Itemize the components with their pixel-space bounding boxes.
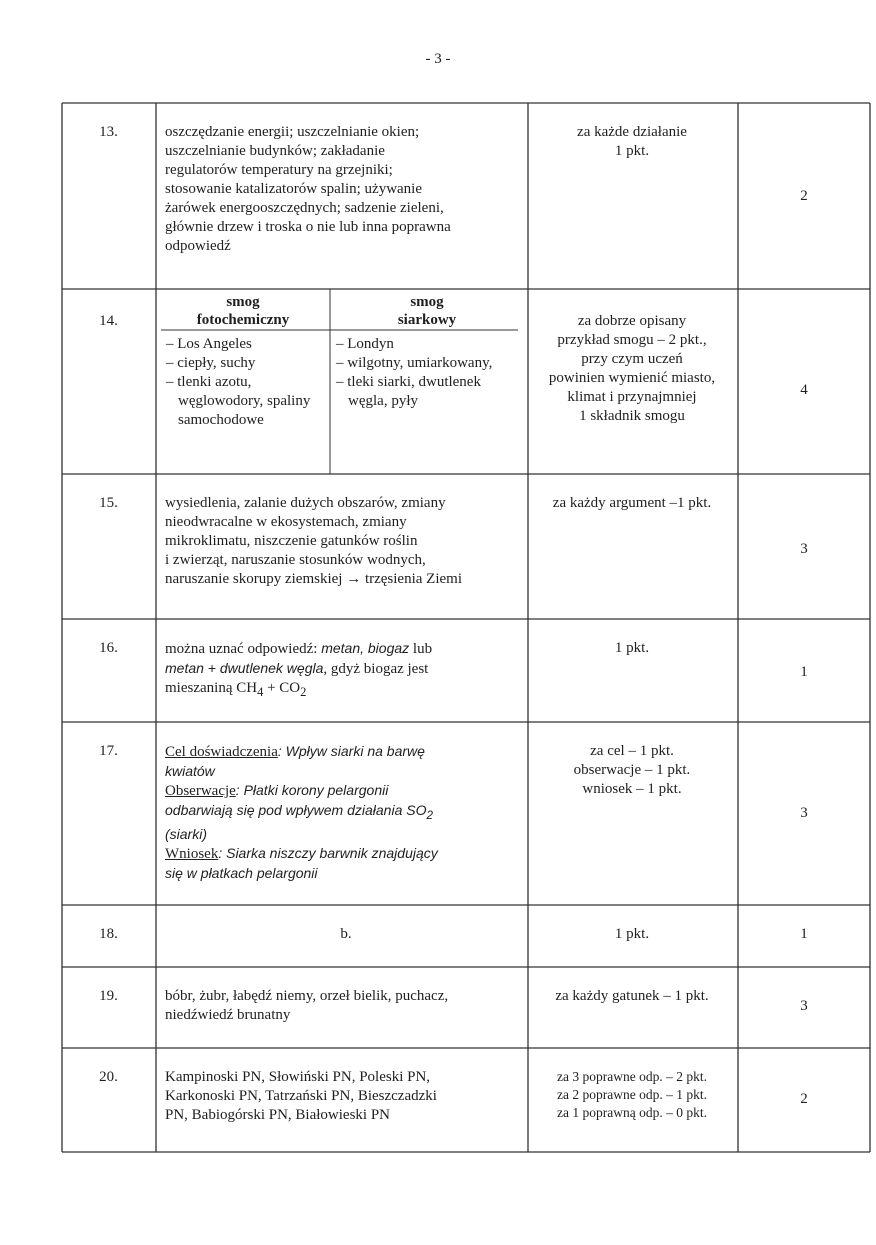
max-points: 2: [800, 188, 808, 204]
smog-head: smog fotochemiczny: [196, 294, 290, 328]
task-number: 17.: [99, 743, 118, 759]
max-points: 3: [800, 541, 808, 557]
scoring-rule: 1 pkt.: [614, 926, 650, 942]
answer-text: Kampinoski PN, Słowiński PN, Poleski PN, Karkonoski PN, Tatrzański PN, Bieszczadzki PN, Babiogórski PN, Białowieski PN: [165, 1069, 437, 1123]
task-number: 20.: [99, 1069, 118, 1085]
scoring-rule: za dobrze opisany przykład smogu – 2 pkt., przy czym uczeń powinien wymienić miasto, klimat i przynajmniej 1 składnik smogu: [548, 313, 716, 424]
table-row: [62, 619, 870, 722]
list-item: – Londyn: [336, 336, 394, 352]
conclusion-label: Wniosek: [165, 845, 219, 862]
max-points: 3: [800, 998, 808, 1014]
list-item: – tleki siarki, dwutlenek węgla, pyły: [336, 374, 481, 409]
task-number: 16.: [99, 640, 118, 656]
experiment-goal-label: Cel doświadczenia: [165, 744, 278, 760]
answer-text: bóbr, żubr, łabędź niemy, orzeł bielik, puchacz, niedźwiedź brunatny: [165, 988, 449, 1023]
answer-text: Cel doświadczenia: Wpływ siarki na barwę kwiatów Obserwacje: Płatki korony pelargonii odbarwiają się pod wpływem działania $SO_2$ (siarki) Wniosek: Siarka niszczy barwnik znajdujący się w płatkach pelargonii: [165, 743, 438, 881]
scoring-rule: za każdy gatunek – 1 pkt.: [555, 988, 709, 1004]
table-row: [62, 474, 870, 619]
scoring-rule: za każdy argument –1 pkt.: [552, 495, 712, 511]
max-points: 1: [800, 664, 808, 680]
list-item: – tlenki azotu, węglowodory, spaliny samochodowe: [166, 374, 311, 428]
table-row: [62, 905, 870, 967]
answer-text: oszczędzanie energii; uszczelnianie okien; uszczelnianie budynków; zakładanie regulatorów temperatury na grzejniki; stosowanie katalizatorów spalin; używanie żarówek energooszczędnych; sadzenie zieleni, głównie drzew i troska o nie lub inna poprawna odpowiedź: [165, 124, 451, 254]
sulfur-smog-column: [334, 289, 520, 411]
table-row: [62, 967, 870, 1048]
table-row: [62, 103, 870, 289]
list-item: – Los Angeles: [166, 336, 252, 352]
task-number: 19.: [99, 988, 118, 1004]
page-number: - 3 -: [425, 51, 451, 67]
max-points: 1: [800, 926, 808, 942]
smog-head: smog siarkowy: [397, 294, 457, 328]
max-points: 3: [800, 805, 808, 821]
answer-text: wysiedlenia, zalanie dużych obszarów, zmiany nieodwracalne w ekosystemach, zmiany mikroklimatu, niszczenie gatunków roślin i zwierząt, naruszanie stosunków wodnych, naruszanie skorupy ziemskiej → trzęsienia Ziemi: [165, 495, 462, 587]
scoring-rule: za cel – 1 pkt. obserwacje – 1 pkt. wniosek – 1 pkt.: [573, 743, 691, 797]
smog-items: [158, 329, 316, 430]
scoring-rule: za każde działanie 1 pkt.: [577, 124, 687, 159]
photochemical-smog-column: [158, 289, 328, 430]
smog-items: [334, 329, 496, 411]
max-points: 4: [800, 382, 808, 398]
table-row: [62, 722, 870, 905]
answer-text: można uznać odpowiedź: metan, biogaz lub metan + dwutlenek węgla, gdyż biogaz jest mieszaniną $CH_4 + CO_2$: [165, 640, 433, 699]
table-row: [62, 289, 870, 474]
task-number: 15.: [99, 495, 118, 511]
max-points: 2: [800, 1091, 808, 1107]
observations-label: Obserwacje: [165, 783, 236, 799]
table-row: [62, 1048, 870, 1152]
list-item: – ciepły, suchy: [166, 355, 256, 371]
task-number: 13.: [99, 124, 118, 140]
scoring-rule: za 3 poprawne odp. – 2 pkt. za 2 poprawne odp. – 1 pkt. za 1 poprawną odp. – 0 pkt.: [557, 1069, 707, 1120]
task-number: 14.: [99, 313, 118, 329]
answer-text: b.: [340, 926, 352, 942]
task-number: 18.: [99, 926, 118, 942]
list-item: – wilgotny, umiarkowany,: [336, 355, 493, 371]
scoring-rule: 1 pkt.: [614, 640, 650, 656]
